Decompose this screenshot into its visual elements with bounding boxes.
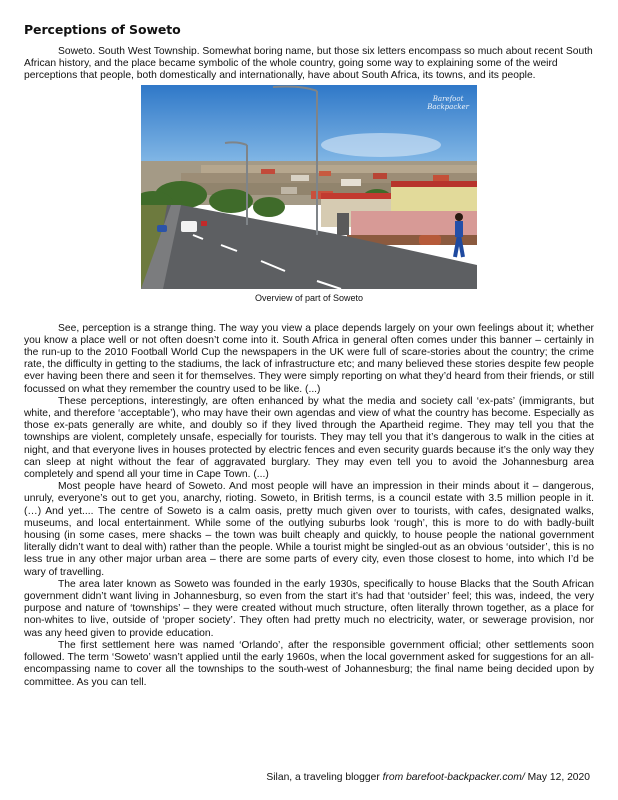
footer-date: May 12, 2020 [524, 772, 590, 783]
paragraph-expats: These perceptions, interestingly, are often enhanced by what the media and society call ‘ex-pats’ (immigrants, but white, and therefore ‘acceptable’), who may have their own agendas and view of what the country has become. Especially as those ex-pats generally are white, and doubly so if they lived through the Apartheid regime. They may tell you that the townships are violent, completely unsafe, especially for tourists. They may tell you that it’s dangerous to walk in the cities at night, and that everyone lives in houses protected by electric fences and even security guards because it’s the only way they can sleep at night without the fear of aggravated burglary. They may even tell you to avoid the Johannesburg area completely and spend all your time in Cape Town. (...) [24, 395, 594, 481]
watermark-line-2: Backpacker [427, 102, 469, 111]
paragraph-history: The area later known as Soweto was founded in the early 1930s, specifically to house Blacks that the South African government didn’t want living in Johannesburg, so even from the start it’s had that ‘outsider’ feel; this was, indeed, the very purpose and nature of ‘townships’ – they were created without much structure, often literally thrown together, as a place for non-whites to live, outside of ‘proper society’. They often had pretty much no electricity, water, or sewerage provision, nor was any heed given to provide education. [24, 578, 594, 639]
article-footer [266, 772, 590, 783]
article-title: Perceptions of Soweto [24, 22, 181, 37]
paragraph-orlando: The first settlement here was named ‘Orlando’, after the responsible government official; other settlements soon followed. The term ‘Soweto’ wasn’t applied until the early 1960s, when the local government asked for suggestions for an all-encompassing name to cover all the townships to the south-west of Johannesburg; the final name being decided upon by committee. As you can tell. [24, 639, 594, 688]
figure-soweto [24, 85, 594, 323]
photo-watermark [427, 95, 469, 111]
footer-author: Silan, a traveling blogger [266, 772, 383, 783]
footer-source: from barefoot-backpacker.com/ [382, 772, 525, 783]
paragraph-intro: Soweto. South West Township. Somewhat boring name, but those six letters encompass so much about recent South African history, and the place became symbolic of the whole country, going some way to explaining some of the weird perceptions that people, both domestically and internationally, have about South Africa, its towns, and its people. [24, 46, 593, 82]
paragraph-perception: See, perception is a strange thing. The way you view a place depends largely on your own feelings about it; whether you know a place well or not often doesn’t come into it. South Africa in general often comes under this banner – certainly in the run-up to the 2010 Football World Cup the newspapers in the UK were full of scare-stories about the country; the crime rate, the difficulty in getting to the stadiums, the lack of infrastructure etc; and many believed these stories despite few people ever having been there and seen it for themselves. They were simply reporting on what they’d heard from their friends, or still focussed on what they remember the country used to be like. (...) [24, 322, 594, 395]
soweto-overview-photo [141, 85, 477, 289]
paragraph-most-people: Most people have heard of Soweto. And most people will have an impression in their minds about it – dangerous, unruly, everyone’s out to get you, anarchy, rioting. Soweto, in British terms, is a council estate with 3.5 million people in it. (…) And yet.... The centre of Soweto is a calm oasis, pretty much given over to tourists, with cafes, designated walks, museums, and local entertainment. While some of the outlying suburbs look ‘rough’, this is more to do with badly-built housing (in some cases, mere shacks – the town was built cheaply and quickly, to house people the national government literally didn’t want to deal with) rather than the people. While a tourist might be singled-out as an obvious ‘outsider’, this is no less true in any other major urban area – there are some parts of every city, even those closest to home, into which I’d be wary of travelling. [24, 481, 594, 578]
watermark-line-1: Barefoot [432, 94, 464, 103]
figure-caption: Overview of part of Soweto [254, 292, 364, 303]
